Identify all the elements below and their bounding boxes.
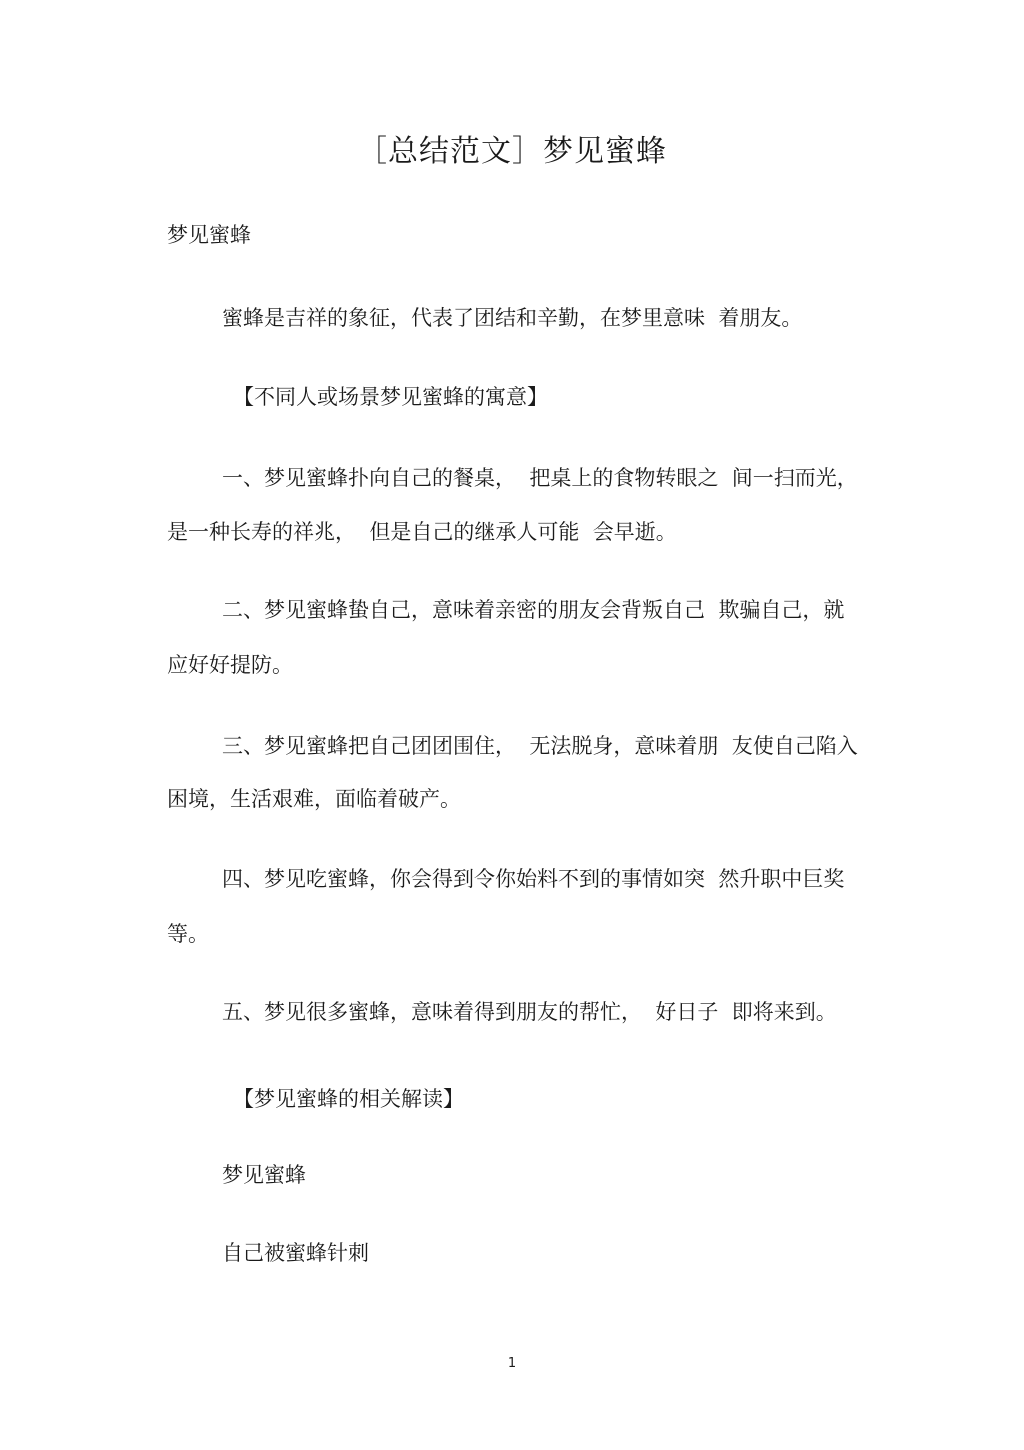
item-1-line-1: 一、梦见蜜蜂扑向自己的餐桌， 把桌上的食物转眼之 间一扫而光， — [222, 466, 858, 490]
item-4-line-2: 等。 — [167, 922, 209, 946]
item-5-line-1: 五、梦见很多蜜蜂，意味着得到朋友的帮忙， 好日子 即将来到。 — [222, 1000, 837, 1024]
item-2-line-1: 二、梦见蜜蜂蛰自己，意味着亲密的朋友会背叛自己 欺骗自己，就 — [222, 598, 845, 622]
item-2-line-2: 应好好提防。 — [167, 653, 293, 677]
item-3-line-1: 三、梦见蜜蜂把自己团团围住， 无法脱身，意味着朋 友使自己陷入 — [222, 734, 858, 758]
sub-heading: 梦见蜜蜂 — [222, 1163, 306, 1187]
sub-item: 自己被蜜蜂针刺 — [222, 1241, 369, 1265]
item-1-line-2: 是一种长寿的祥兆， 但是自己的继承人可能 会早逝。 — [167, 520, 677, 544]
page-number: 1 — [507, 1356, 517, 1371]
section-heading-interpretation: 【梦见蜜蜂的相关解读】 — [233, 1087, 464, 1111]
intro-paragraph: 蜜蜂是吉祥的象征，代表了团结和辛勤，在梦里意味 着朋友。 — [222, 306, 803, 330]
item-3-line-2: 困境，生活艰难，面临着破产。 — [167, 787, 461, 811]
section-heading-meanings: 【不同人或场景梦见蜜蜂的寓意】 — [233, 385, 548, 409]
item-4-line-1: 四、梦见吃蜜蜂，你会得到令你始料不到的事情如突 然升职中巨奖 — [222, 867, 845, 891]
document-title: ［总结范文］梦见蜜蜂 — [357, 134, 667, 169]
subtitle: 梦见蜜蜂 — [167, 223, 251, 247]
